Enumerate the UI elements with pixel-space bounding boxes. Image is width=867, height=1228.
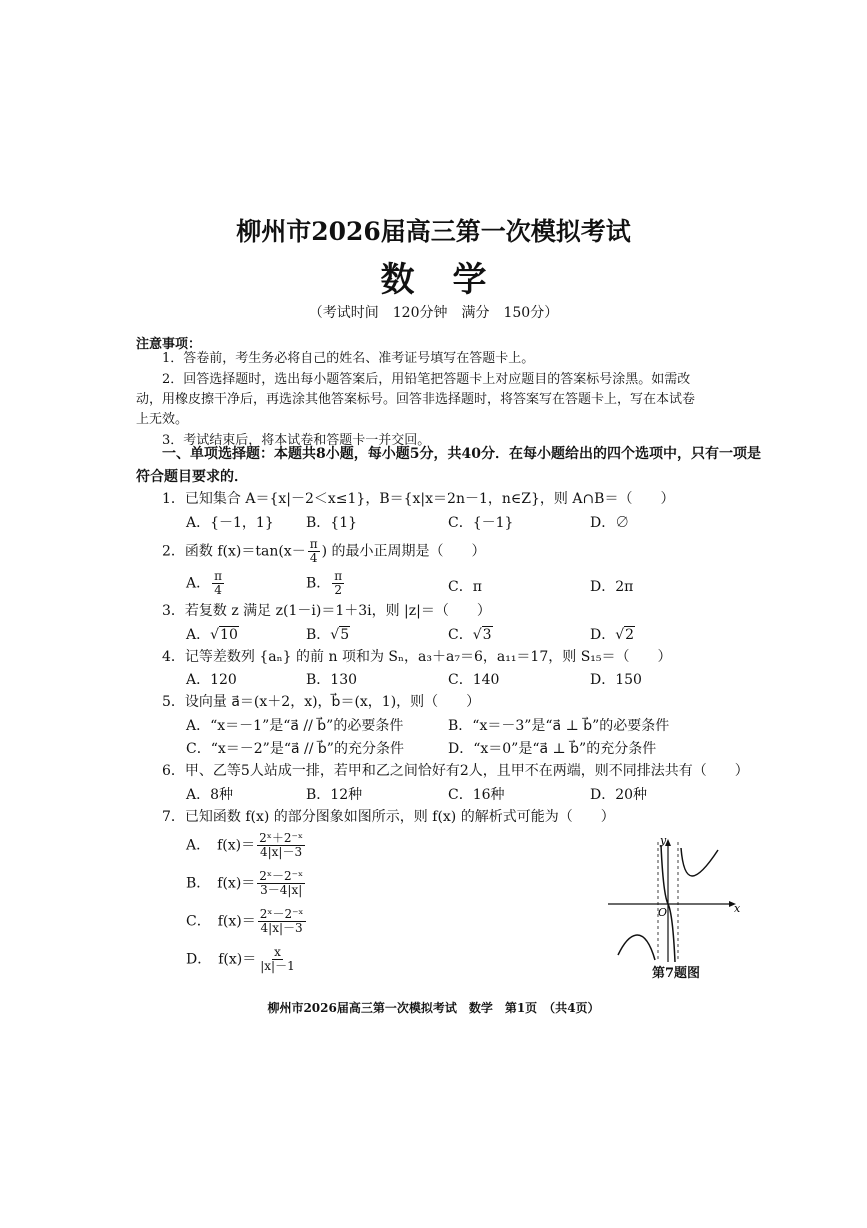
question-5-stem: 5．设向量 a⃗＝(x＋2，x)，b⃗＝(x，1)，则（ ） xyxy=(162,694,481,710)
q7-option-d xyxy=(186,946,299,973)
question-1-stem: 1．已知集合 A＝{x|－2＜x≤1}，B＝{x|x＝2n－1，n∈Z}，则 A∩B＝（ ） xyxy=(162,491,675,507)
q6-option-b: B．12种 xyxy=(306,787,363,803)
fraction xyxy=(257,870,305,897)
question-4-stem: 4．记等差数列 {aₙ} 的前 n 项和为 Sₙ，a₃＋a₇＝6，a₁₁＝17，则 S₁₅＝（ ） xyxy=(162,649,672,665)
q6-option-c: C．16种 xyxy=(448,787,505,803)
fraction-den: 4|x|－3 xyxy=(259,845,303,859)
question-7-stem: 7．已知函数 f(x) 的部分图象如图所示，则 f(x) 的解析式可能为（ ） xyxy=(162,809,615,825)
sqrt-value: 3 xyxy=(482,627,492,643)
fraction-den: 4 xyxy=(309,551,318,565)
q5-option-a: A．“x＝－1”是“a⃗ // b⃗”的必要条件 xyxy=(186,718,404,734)
q2-option-b xyxy=(306,570,346,597)
question-3-stem: 3．若复数 z 满足 z(1－i)＝1＋3i，则 |z|＝（ ） xyxy=(162,603,491,619)
note-item: 1．答卷前，考生务必将自己的姓名、准考证号填写在答题卡上。 xyxy=(162,351,535,366)
fraction xyxy=(258,946,297,973)
q5-option-c: C．“x＝－2”是“a⃗ // b⃗”的充分条件 xyxy=(186,741,404,757)
note-item: 上无效。 xyxy=(136,412,189,427)
fraction xyxy=(212,570,224,597)
q2-option-d: D．2π xyxy=(590,579,634,595)
q5-option-b: B．“x＝－3”是“a⃗ ⊥ b⃗”的必要条件 xyxy=(448,718,670,734)
q1-option-a: A．{－1，1} xyxy=(186,515,274,531)
fraction-num: π xyxy=(214,569,223,583)
option-label: B． f(x)＝ xyxy=(186,875,256,892)
fraction-num: x xyxy=(274,945,281,959)
sqrt-value: 10 xyxy=(220,627,238,643)
exam-time-info: （考试时间 120分钟 满分 150分） xyxy=(308,305,559,321)
fraction xyxy=(257,832,305,859)
section-heading-cont: 符合题目要求的． xyxy=(136,469,248,485)
page-footer: 柳州市2026届高三第一次模拟考试 数学 第1页 （共4页） xyxy=(267,1001,600,1015)
option-label: D． xyxy=(590,627,616,643)
q6-option-d: D．20种 xyxy=(590,787,648,803)
y-axis-label: y xyxy=(660,834,667,847)
option-label: A． xyxy=(186,627,211,643)
option-label: B． xyxy=(306,575,331,592)
notes-heading: 注意事项： xyxy=(136,337,202,352)
option-label: A． xyxy=(186,575,211,592)
q2-option-a xyxy=(186,570,226,597)
q1-option-d: D．∅ xyxy=(590,515,630,531)
option-label: A． f(x)＝ xyxy=(186,837,256,854)
fraction-num: π xyxy=(334,569,343,583)
curve-right-branch xyxy=(681,848,718,876)
question-2-stem xyxy=(162,538,486,565)
sqrt-value: 2 xyxy=(625,627,635,643)
q2-option-c: C．π xyxy=(448,579,482,595)
q3-option-d: D．√2 xyxy=(590,627,635,643)
figure-caption: 第7题图 xyxy=(652,966,701,981)
note-item: 动，用橡皮擦干净后，再选涂其他答案标号。回答非选择题时，将答案写在答题卡上，写在本试卷 xyxy=(136,392,696,407)
fraction-num: π xyxy=(309,537,318,551)
fraction-den: |x|－1 xyxy=(260,959,295,973)
q7-option-b xyxy=(186,870,307,897)
subject-title: 数学 xyxy=(380,260,525,300)
q3-option-a: A．√10 xyxy=(186,627,238,643)
q1-option-b: B．{1} xyxy=(306,515,358,531)
fraction xyxy=(308,538,320,565)
fraction-den: 4|x|－3 xyxy=(260,921,303,935)
question-6-stem: 6．甲、乙等5人站成一排，若甲和乙之间恰好有2人，且甲不在两端，则不同排法共有（ ） xyxy=(162,763,749,779)
fraction-den: 4 xyxy=(214,583,222,597)
q4-option-c: C．140 xyxy=(448,672,500,688)
section-heading: 一、单项选择题：本题共8小题，每小题5分，共40分．在每小题给出的四个选项中，只有一项是 xyxy=(162,446,761,462)
curve-left-branch xyxy=(618,935,655,960)
option-label: D． f(x)＝ xyxy=(186,951,257,968)
note-item: 2．回答选择题时，选出每小题答案后，用铅笔把答题卡上对应题目的答案标号涂黑。如需改 xyxy=(162,372,691,387)
fraction-num: 2ˣ－2⁻ˣ xyxy=(259,907,304,921)
fraction-num: 2ˣ－2⁻ˣ xyxy=(259,869,304,883)
q4-option-d: D．150 xyxy=(590,672,642,688)
q3-option-b: B．√5 xyxy=(306,627,350,643)
q1-option-c: C．{－1} xyxy=(448,515,514,531)
q5-option-d: D．“x＝0”是“a⃗ ⊥ b⃗”的充分条件 xyxy=(448,741,657,757)
q4-option-b: B．130 xyxy=(306,672,358,688)
x-axis-label: x xyxy=(734,902,741,915)
q7-function-graph xyxy=(600,830,750,965)
q4-option-a: A．120 xyxy=(186,672,237,688)
note-item: 3．考试结束后，将本试卷和答题卡一并交回。 xyxy=(162,433,431,448)
option-label: C． xyxy=(448,627,473,643)
q6-option-a: A．8种 xyxy=(186,787,234,803)
q2-stem-pre: 2．函数 f(x)＝tan(x－ xyxy=(162,543,306,560)
option-label: C． f(x)＝ xyxy=(186,913,256,930)
sqrt-value: 5 xyxy=(340,627,350,643)
fraction-den: 2 xyxy=(334,583,343,597)
q3-option-c: C．√3 xyxy=(448,627,492,643)
fraction xyxy=(258,908,306,935)
fraction-num: 2ˣ＋2⁻ˣ xyxy=(259,831,303,845)
q7-option-a xyxy=(186,832,307,859)
q7-option-c xyxy=(186,908,308,935)
fraction xyxy=(332,570,344,597)
origin-label: O xyxy=(658,906,668,919)
option-label: B． xyxy=(306,627,331,643)
fraction-den: 3－4|x| xyxy=(260,883,303,897)
q2-stem-post: ) 的最小正周期是（ ） xyxy=(321,543,486,560)
exam-title: 柳州市2026届高三第一次模拟考试 xyxy=(236,217,631,246)
